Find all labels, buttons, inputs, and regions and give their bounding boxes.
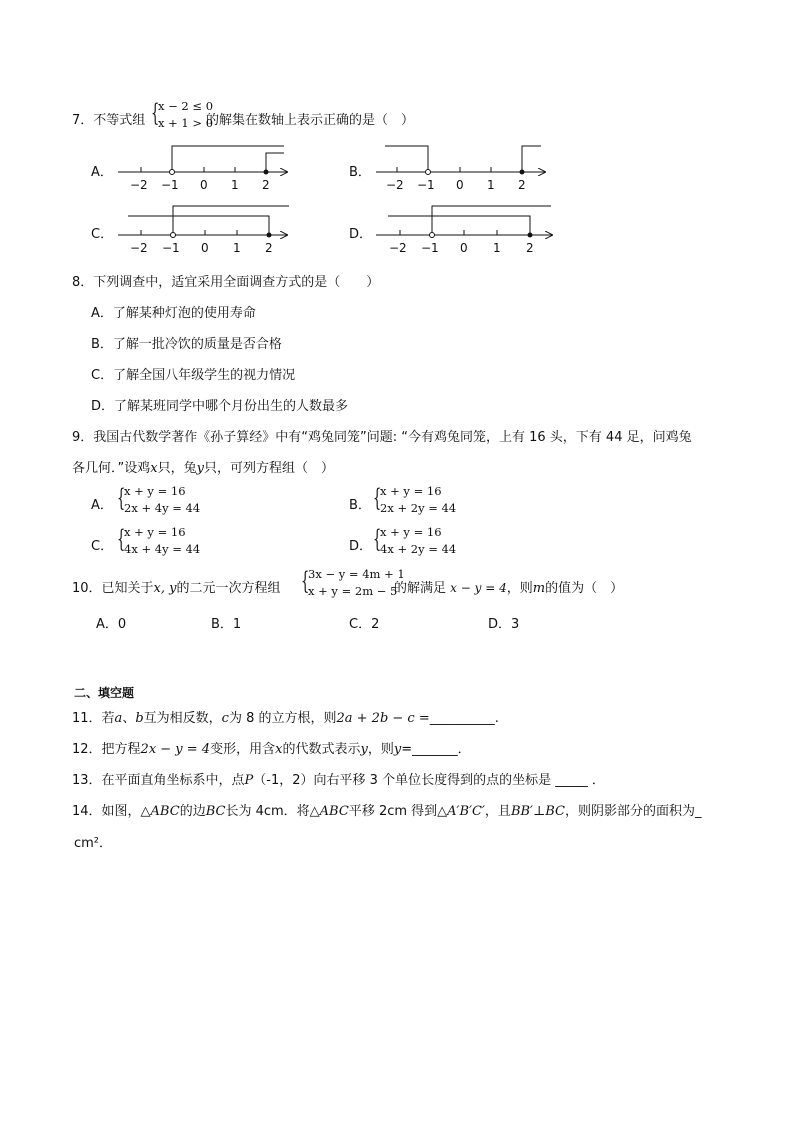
q9-stem-line-1: 9．我国古代数学著作《孙子算经》中有“鸡兔同笼”问题: “今有鸡兔同笼，上有 16 头，下有 44 足，问鸡兔	[72, 430, 692, 445]
q14-line-2: cm²．	[74, 836, 113, 851]
tick-label: −1	[417, 178, 435, 192]
q9-option-a-label[interactable]: A．	[91, 498, 113, 513]
q7-option-c-label: C．	[91, 227, 114, 242]
tick-label: 1	[233, 241, 241, 255]
tick-label: 0	[456, 178, 464, 192]
q7-option-a-label: A．	[91, 165, 113, 180]
tick-label: −1	[421, 241, 439, 255]
q10-option-b[interactable]: B．1	[211, 617, 242, 632]
q8-option-a[interactable]: A．了解某种灯泡的使用寿命	[91, 306, 256, 321]
q7-option-b-numberline[interactable]	[376, 146, 545, 192]
tick-label: −1	[161, 178, 179, 192]
q10-option-c[interactable]: C．2	[349, 617, 380, 632]
q9-stem-line-2: 各几何．”设鸡x只，兔y只，可列方程组（ ）	[72, 461, 334, 476]
q8-option-c[interactable]: C．了解全国八年级学生的视力情况	[91, 368, 296, 383]
q7-number: 7．	[72, 113, 94, 128]
q13: 13．在平面直角坐标系中，点P（-1，2）向右平移 3 个单位长度得到的点的坐标是 _____ ．	[72, 773, 605, 788]
q7-prefix: 不等式组	[93, 113, 146, 128]
q7-option-a-numberline[interactable]	[118, 146, 287, 192]
q7-suffix: 的解集在数轴上表示正确的是（ ）	[206, 113, 415, 128]
tick-label: −2	[389, 241, 407, 255]
q8-stem: 8．下列调查中，适宜采用全面调查方式的是（ ）	[72, 275, 380, 290]
q7-option-c-numberline[interactable]	[118, 206, 289, 255]
tick-label: 2	[265, 241, 273, 255]
q8-option-d[interactable]: D．了解某班同学中哪个月份出生的人数最多	[91, 399, 349, 414]
q11-answer-blank[interactable]: __________	[429, 711, 495, 726]
tick-label: 1	[493, 241, 501, 255]
tick-label: 2	[526, 241, 534, 255]
q14-line-1: 14．如图，△ABC的边BC长为 4cm．将△ABC平移 2cm 得到△A′B′C′，且BB′⊥BC，则阴影部分的面积为_	[72, 804, 702, 819]
tick-label: 0	[201, 241, 209, 255]
tick-label: 2	[518, 178, 526, 192]
q9-option-c-label[interactable]: C．	[91, 539, 114, 554]
tick-label: 2	[262, 178, 270, 192]
q7-option-b-label: B．	[349, 165, 371, 180]
tick-label: 0	[460, 241, 468, 255]
tick-label: −2	[130, 241, 148, 255]
q7-sys-line-2: x + 1 > 0	[158, 116, 214, 130]
q10-option-d[interactable]: D．3	[488, 617, 520, 632]
q7-number-lines	[0, 0, 794, 270]
q10-stem-end: 的解满足 x − y = 4，则m的值为（ ）	[394, 581, 624, 596]
q10-option-a[interactable]: A．0	[96, 617, 127, 632]
tick-label: 0	[200, 178, 208, 192]
q13-answer-blank[interactable]: _____	[555, 773, 588, 788]
q8-option-b[interactable]: B．了解一批冷饮的质量是否合格	[91, 337, 282, 352]
q7-option-d-numberline[interactable]	[376, 206, 552, 255]
q9-option-b-label[interactable]: B．	[349, 498, 371, 513]
q7-sys-line-1: x − 2 ≤ 0	[158, 99, 214, 113]
tick-label: −2	[130, 178, 148, 192]
tick-label: −1	[162, 241, 180, 255]
q7-option-d-label: D．	[349, 227, 373, 242]
tick-label: −2	[386, 178, 404, 192]
tick-label: 1	[487, 178, 495, 192]
q12-answer-blank[interactable]: _______	[412, 742, 458, 757]
q9-option-d-label[interactable]: D．	[349, 539, 373, 554]
q11: 11．若a、b互为相反数，c为 8 的立方根，则2a + 2b − c =__________.	[72, 711, 499, 726]
tick-label: 1	[231, 178, 239, 192]
section-title-fill-in: 二、填空题	[74, 686, 135, 700]
q10-stem-start: 10．已知关于x, y的二元一次方程组	[72, 581, 281, 596]
q12: 12．把方程2x − y = 4变形，用含x的代数式表示y，则y=_______．	[72, 742, 471, 757]
q14-answer-blank[interactable]: _	[694, 804, 702, 819]
